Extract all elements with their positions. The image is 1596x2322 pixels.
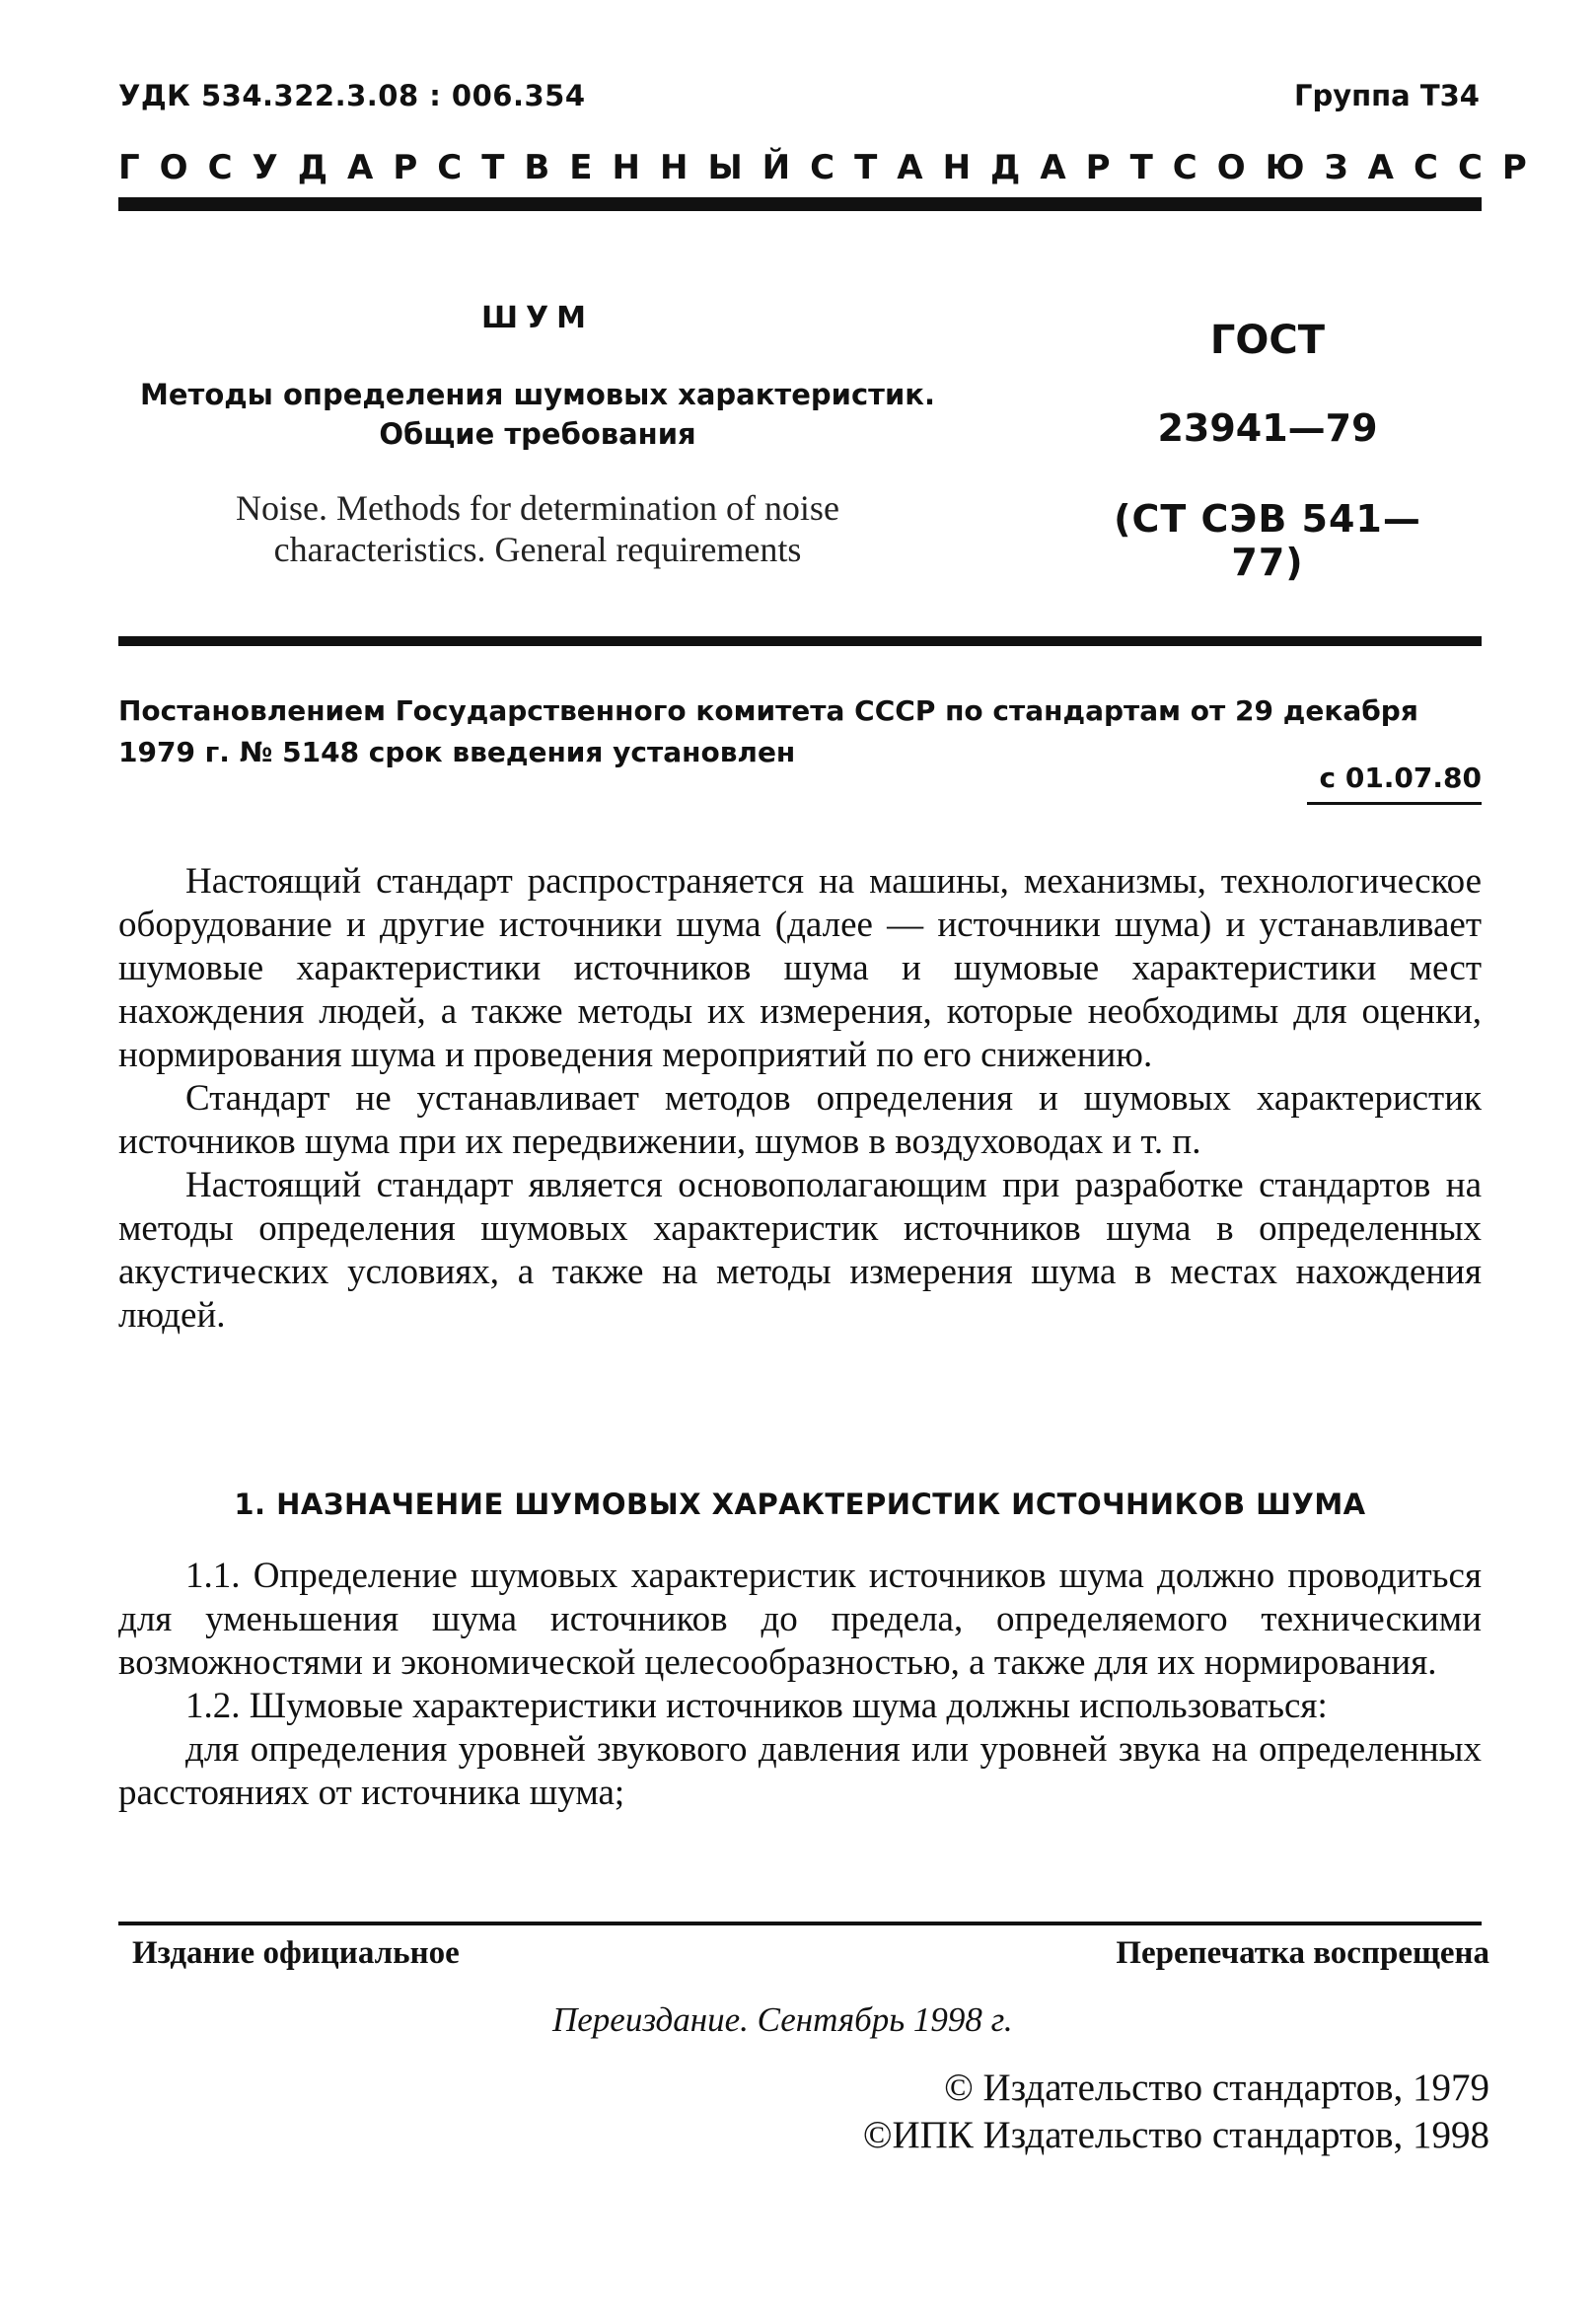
intro-paragraph: Настоящий стандарт является основополагающим при разработке стандартов на методы определения шумовых характеристик источников шума в определенных акустических условиях, а также на методы измерения шума в местах нахождения людей. (118, 1165, 1482, 1336)
section-text (118, 1555, 1482, 1815)
top-divider (118, 197, 1482, 211)
copyright-line: ©ИПК Издательство стандартов, 1998 (862, 2114, 1489, 2156)
subtitle-line: Методы определения шумовых характеристик. (139, 378, 936, 411)
state-standard-word: ССР (1414, 148, 1547, 187)
intro-paragraph: Стандарт не устанавливает методов определения и шумовых характеристик источников шума при их передвижении, шумов в воздуховодах и т. п. (118, 1078, 1482, 1162)
document-title: ШУМ (480, 301, 595, 335)
effective-date: с 01.07.80 (1307, 762, 1482, 805)
udk-code: УДК 534.322.3.08 : 006.354 (118, 79, 586, 112)
section-paragraph: для определения уровней звукового давления или уровней звука на определенных расстояниях от источника шума; (118, 1729, 1482, 1813)
english-title-line: Noise. Methods for determination of noise (236, 488, 839, 528)
english-title (118, 487, 957, 570)
intro-text (118, 860, 1482, 1338)
reprint-ban-label: Перепечатка воспрещена (1116, 1935, 1489, 1971)
state-standard-word: ГОСУДАРСТВЕННЫЙ (118, 148, 811, 187)
decree-line: 1979 г. № 5148 срок введения установлен (118, 736, 796, 768)
decree-line: Постановлением Государственного комитета СССР по стандартам от 29 декабря (118, 694, 1418, 727)
state-standard-heading (118, 148, 1547, 187)
middle-divider (118, 636, 1482, 646)
section-paragraph: 1.2. Шумовые характеристики источников шума должны использоваться: (185, 1686, 1328, 1726)
copyright-line: © Издательство стандартов, 1979 (944, 2067, 1489, 2109)
st-sev-number: (СТ СЭВ 541—77) (1114, 497, 1421, 584)
intro-paragraph: Настоящий стандарт распространяется на машины, механизмы, технологическое оборудование и другие источники шума (далее — источники шума) и устанавливает шумовые характеристики источников шума и шумовые характеристики мест нахождения людей, а также методы их измерения, которые необходимы для оценки, нормирования шума и проведения мероприятий по его снижению. (118, 861, 1482, 1075)
gost-block (1105, 318, 1430, 584)
state-standard-word: СОЮЗА (1172, 148, 1414, 187)
document-subtitle (118, 375, 957, 454)
decree-text (118, 690, 1480, 773)
footer-divider (118, 1922, 1482, 1925)
title-block (118, 301, 957, 570)
section-paragraph: 1.1. Определение шумовых характеристик источников шума должно проводиться для уменьшения шума источников до предела, определяемого техническими возможностями и экономической целесообразностью, а также для их нормирования. (118, 1556, 1482, 1683)
reissue-note: Переиздание. Сентябрь 1998 г. (552, 2000, 1013, 2039)
group-code: Группа Т34 (1293, 79, 1480, 112)
state-standard-word: СТАНДАРТ (810, 148, 1173, 187)
english-title-line: characteristics. General requirements (273, 530, 802, 569)
gost-number: 23941—79 (1157, 406, 1378, 450)
subtitle-line: Общие требования (379, 417, 696, 451)
section-heading: 1. НАЗНАЧЕНИЕ ШУМОВЫХ ХАРАКТЕРИСТИК ИСТОЧНИКОВ ШУМА (234, 1488, 1366, 1521)
gost-label: ГОСТ (1209, 318, 1326, 363)
edition-label: Издание официальное (132, 1935, 460, 1971)
